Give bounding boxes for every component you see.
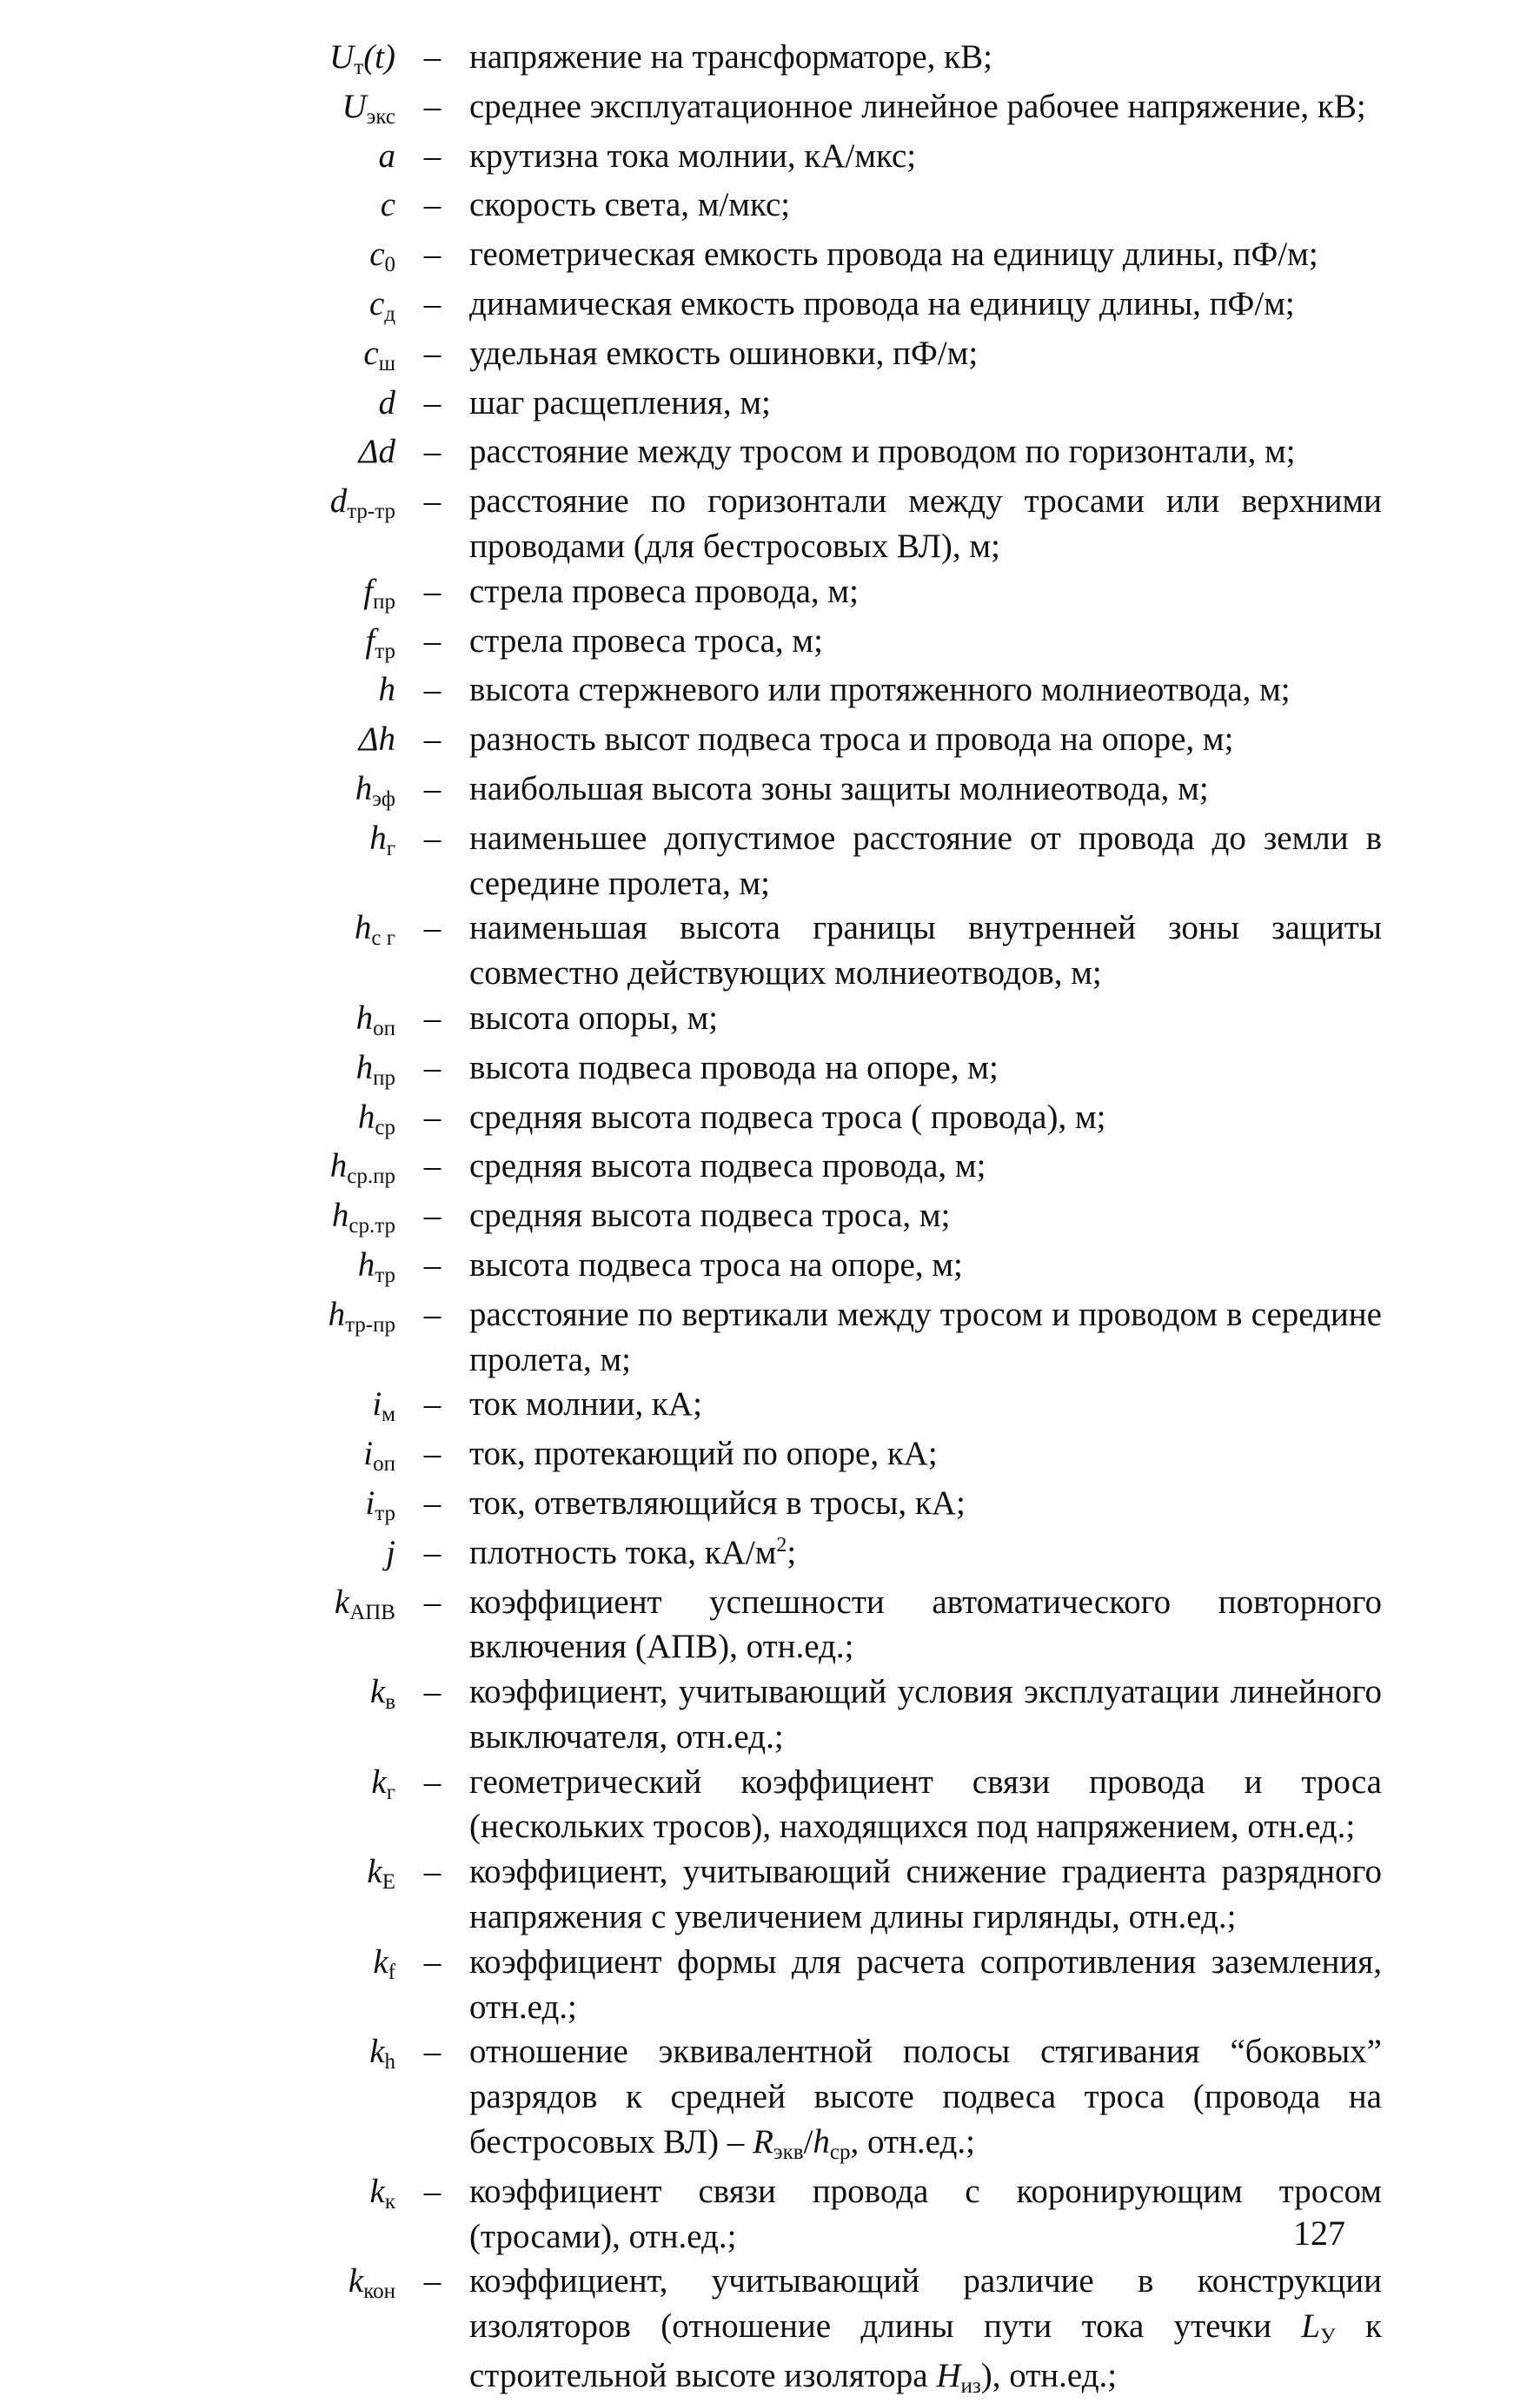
description-text: динамическая емкость провода на единицу длины, пФ/м; xyxy=(469,284,1295,322)
entry-dash: – xyxy=(423,621,441,660)
symbol-base: k xyxy=(369,2033,385,2071)
glossary-entry xyxy=(235,232,1382,282)
symbol-base: h xyxy=(354,909,372,947)
inline-variable: R xyxy=(753,2123,773,2161)
entry-symbol xyxy=(235,996,395,1046)
glossary-entry xyxy=(235,1940,1382,2030)
entry-description xyxy=(469,1144,1382,1189)
entry-dash: – xyxy=(423,819,441,857)
symbol-base: c xyxy=(380,186,395,224)
entry-symbol xyxy=(235,1243,395,1292)
entry-dash: – xyxy=(423,383,441,422)
entry-symbol xyxy=(235,816,395,866)
entry-symbol xyxy=(235,619,395,668)
description-text: расстояние по горизонтали между тросами или верхними проводами (для бестросовых ВЛ), м; xyxy=(469,482,1382,565)
glossary-entry xyxy=(235,1481,1382,1530)
entry-symbol xyxy=(235,1760,395,1809)
entry-description xyxy=(469,1431,1382,1477)
entry-symbol xyxy=(235,232,395,282)
entry-description xyxy=(469,717,1382,762)
description-text: , отн.ед.; xyxy=(850,2123,975,2161)
entry-dash: – xyxy=(423,2033,441,2071)
entry-dash: – xyxy=(423,38,441,76)
symbol-base: d xyxy=(329,482,348,521)
entry-symbol xyxy=(235,667,395,717)
description-text: коэффициент успешности автоматического повторного включения (АПВ), отн.ед.; xyxy=(469,1583,1382,1666)
glossary-entry xyxy=(235,2259,1382,2402)
description-text: коэффициент, учитывающий различие в конструкции изоляторов (отношение длины пути тока утечки xyxy=(469,2262,1382,2346)
entry-description xyxy=(469,429,1382,475)
symbol-subscript: г xyxy=(386,1780,395,1804)
entry-symbol xyxy=(235,1580,395,1630)
description-text: стрела провеса троса, м; xyxy=(469,621,823,660)
symbol-base: h xyxy=(331,1197,349,1235)
description-text: высота стержневого или протяженного молниеотвода, м; xyxy=(469,671,1291,709)
symbol-base: Δh xyxy=(358,720,395,759)
entry-dash: – xyxy=(423,186,441,224)
entry-dash: – xyxy=(423,1147,441,1185)
description-text: ), отн.ед.; xyxy=(980,2357,1118,2395)
glossary-entry xyxy=(235,619,1382,668)
entry-symbol xyxy=(235,717,395,767)
symbol-base: h xyxy=(357,1098,375,1136)
entry-dash: – xyxy=(423,1048,441,1086)
symbol-base: k xyxy=(371,1762,387,1801)
description-text: ; xyxy=(787,1533,797,1571)
inline-variable: H xyxy=(936,2357,961,2395)
entry-dash: – xyxy=(423,671,441,709)
description-text: ток, ответвляющийся в тросы, кА; xyxy=(469,1484,966,1522)
entry-symbol xyxy=(235,1849,395,1899)
entry-description xyxy=(469,1481,1382,1526)
entry-symbol xyxy=(235,1095,395,1145)
symbol-subscript: пр xyxy=(373,589,395,614)
description-text: высота опоры, м; xyxy=(469,999,719,1037)
description-text: отношение эквивалентной полосы стягивания “боковых” разрядов к средней высоте подвеса троса (провода на бестросовых ВЛ) – xyxy=(469,2033,1382,2161)
entry-dash: – xyxy=(423,87,441,125)
glossary-entry xyxy=(235,767,1382,816)
entry-dash: – xyxy=(423,236,441,274)
entry-dash: – xyxy=(423,334,441,372)
glossary-entry xyxy=(235,1046,1382,1095)
symbol-subscript: 0 xyxy=(384,253,395,277)
inline-variable: h xyxy=(813,2123,830,2161)
symbol-base: c xyxy=(363,334,379,372)
entry-description xyxy=(469,134,1382,179)
symbol-subscript: тр-тр xyxy=(347,500,395,524)
description-text: наименьшее допустимое расстояние от провода до земли в середине пролета, м; xyxy=(469,819,1382,902)
entry-description xyxy=(469,996,1382,1041)
glossary-entry xyxy=(235,331,1382,381)
entry-dash: – xyxy=(423,1098,441,1136)
symbol-subscript: E xyxy=(382,1870,395,1895)
entry-symbol xyxy=(235,1046,395,1095)
entry-dash: – xyxy=(423,1385,441,1424)
entry-dash: – xyxy=(423,284,441,322)
glossary-entry xyxy=(235,35,1382,84)
entry-description xyxy=(469,232,1382,277)
description-text: / xyxy=(803,2123,813,2161)
symbol-subscript: тр-пр xyxy=(345,1312,395,1337)
entry-dash: – xyxy=(423,1435,441,1473)
description-text: расстояние по вертикали между тросом и проводом в середине пролета, м; xyxy=(469,1295,1382,1378)
symbol-base: h xyxy=(329,1147,348,1185)
entry-dash: – xyxy=(423,999,441,1037)
entry-description xyxy=(469,1292,1382,1383)
glossary-entry xyxy=(235,1292,1382,1383)
symbol-subscript: ш xyxy=(378,351,395,375)
entry-symbol xyxy=(235,1481,395,1530)
symbol-base: i xyxy=(363,1435,374,1473)
glossary-entry xyxy=(235,381,1382,430)
symbol-subscript: оп xyxy=(373,1016,395,1040)
glossary-entry xyxy=(235,1095,1382,1145)
description-text: наибольшая высота зоны защиты молниеотвода, м; xyxy=(469,769,1209,807)
entry-description xyxy=(469,569,1382,614)
entry-dash: – xyxy=(423,1245,441,1284)
description-text: средняя высота подвеса троса, м; xyxy=(469,1197,951,1235)
notation-glossary xyxy=(235,35,1382,2403)
symbol-base: k xyxy=(367,1853,382,1891)
entry-symbol xyxy=(235,1382,395,1431)
symbol-base: j xyxy=(386,1533,395,1571)
glossary-entry xyxy=(235,1760,1382,1850)
entry-symbol xyxy=(235,183,395,232)
entry-symbol xyxy=(235,2259,395,2308)
description-text: разность высот подвеса троса и провода на опоре, м; xyxy=(469,720,1234,759)
entry-description xyxy=(469,1669,1382,1760)
glossary-entry xyxy=(235,84,1382,134)
entry-symbol xyxy=(235,2169,395,2219)
symbol-subscript: экс xyxy=(366,104,395,129)
entry-symbol xyxy=(235,1144,395,1193)
symbol-base: k xyxy=(334,1583,350,1621)
symbol-subscript: f xyxy=(388,1960,395,1984)
description-text: геометрическая емкость провода на единицу длины, пФ/м; xyxy=(469,236,1318,274)
entry-description xyxy=(469,2169,1382,2260)
entry-description xyxy=(469,1193,1382,1238)
entry-symbol xyxy=(235,1292,395,1342)
inline-subscript: из xyxy=(960,2374,981,2399)
entry-symbol xyxy=(235,1193,395,1243)
description-text: ток молнии, кА; xyxy=(469,1385,702,1424)
entry-symbol xyxy=(235,1431,395,1481)
symbol-subscript: т xyxy=(354,56,364,79)
symbol-base: k xyxy=(369,2172,385,2210)
glossary-entry xyxy=(235,1530,1382,1580)
entry-dash: – xyxy=(423,1762,441,1801)
entry-description xyxy=(469,619,1382,664)
entry-description xyxy=(469,1940,1382,2030)
entry-symbol xyxy=(235,331,395,381)
symbol-subscript: тр xyxy=(375,1263,395,1287)
entry-description xyxy=(469,479,1382,569)
glossary-entry xyxy=(235,282,1382,331)
entry-dash: – xyxy=(423,769,441,807)
symbol-base: c xyxy=(368,284,385,322)
entry-symbol xyxy=(235,282,395,331)
symbol-subscript: оп xyxy=(373,1452,395,1477)
entry-symbol xyxy=(235,84,395,134)
entry-description xyxy=(469,1095,1382,1140)
entry-description xyxy=(469,1760,1382,1850)
entry-dash: – xyxy=(423,1533,441,1571)
entry-description xyxy=(469,2259,1382,2402)
symbol-subscript: м xyxy=(382,1403,395,1427)
glossary-entry xyxy=(235,1243,1382,1292)
entry-dash: – xyxy=(423,2172,441,2210)
entry-description xyxy=(469,767,1382,812)
symbol-base: k xyxy=(348,2262,364,2300)
symbol-base: h xyxy=(355,1048,374,1086)
symbol-base: h xyxy=(355,769,373,807)
entry-description xyxy=(469,816,1382,906)
entry-dash: – xyxy=(423,482,441,521)
entry-description xyxy=(469,381,1382,426)
glossary-entry xyxy=(235,906,1382,996)
glossary-entry xyxy=(235,2029,1382,2168)
symbol-subscript: г xyxy=(386,836,395,860)
symbol-base: f xyxy=(363,572,374,610)
symbol-subscript: ср.пр xyxy=(347,1165,395,1189)
symbol-base: f xyxy=(365,621,375,660)
entry-description xyxy=(469,1849,1382,1940)
symbol-subscript: ср.тр xyxy=(348,1214,395,1238)
glossary-entry xyxy=(235,1431,1382,1481)
glossary-entry xyxy=(235,1382,1382,1431)
entry-symbol xyxy=(235,381,395,430)
entry-dash: – xyxy=(423,720,441,759)
description-text: расстояние между тросом и проводом по горизонтали, м; xyxy=(469,433,1296,471)
symbol-base: i xyxy=(372,1385,382,1424)
description-text: коэффициент связи провода с коронирующим тросом (тросами), отн.ед.; xyxy=(469,2172,1382,2255)
glossary-entry xyxy=(235,667,1382,717)
glossary-entry xyxy=(235,2169,1382,2260)
glossary-entry xyxy=(235,1669,1382,1760)
description-text: средняя высота подвеса троса ( провода), м; xyxy=(469,1098,1106,1136)
description-text: высота подвеса троса на опоре, м; xyxy=(469,1245,963,1284)
entry-symbol xyxy=(235,906,395,955)
entry-dash: – xyxy=(423,1853,441,1891)
symbol-subscript: эф xyxy=(372,787,395,811)
entry-symbol xyxy=(235,134,395,183)
entry-symbol xyxy=(235,1669,395,1719)
description-text: ток, протекающий по опоре, кА; xyxy=(469,1435,938,1473)
description-text: стрела провеса провода, м; xyxy=(469,572,859,610)
entry-dash: – xyxy=(423,909,441,947)
inline-subscript: ср xyxy=(829,2141,851,2165)
entry-description xyxy=(469,183,1382,228)
description-text: к строительной высоте изолятора xyxy=(469,2307,1382,2395)
entry-description xyxy=(469,906,1382,996)
symbol-base: h xyxy=(378,671,395,709)
symbol-subscript: кон xyxy=(363,2280,395,2304)
symbol-subscript: с г xyxy=(371,926,395,951)
entry-description xyxy=(469,35,1382,80)
entry-symbol xyxy=(235,1940,395,1989)
inline-subscript: У xyxy=(1320,2325,1336,2349)
description-text: шаг расщепления, м; xyxy=(469,383,771,422)
symbol-base: h xyxy=(369,819,387,857)
glossary-entry xyxy=(235,717,1382,767)
symbol-subscript: тр xyxy=(375,1501,395,1525)
symbol-subscript: д xyxy=(384,302,395,326)
entry-description xyxy=(469,1382,1382,1427)
entry-dash: – xyxy=(423,1295,441,1333)
entry-dash: – xyxy=(423,1197,441,1235)
description-text: плотность тока, кА/м xyxy=(469,1533,777,1571)
description-text: геометрический коэффициент связи провода и троса (нескольких тросов), находящихся под напряжением, отн.ед.; xyxy=(469,1762,1382,1846)
description-text: коэффициент, учитывающий снижение градиента разрядного напряжения с увеличением длины гирлянды, отн.ед.; xyxy=(469,1853,1382,1936)
symbol-subscript: к xyxy=(384,2189,395,2214)
entry-dash: – xyxy=(423,433,441,471)
entry-symbol xyxy=(235,2029,395,2079)
symbol-base: Δd xyxy=(358,433,395,471)
entry-symbol xyxy=(235,429,395,479)
entry-symbol xyxy=(235,569,395,619)
symbol-base: a xyxy=(378,136,395,175)
description-text: высота подвеса провода на опоре, м; xyxy=(469,1048,999,1086)
entry-dash: – xyxy=(423,1484,441,1522)
symbol-base: d xyxy=(378,383,395,422)
symbol-base: i xyxy=(365,1484,375,1522)
symbol-base: h xyxy=(328,1295,346,1333)
symbol-subscript: АПВ xyxy=(349,1600,395,1624)
description-text: коэффициент, учитывающий условия эксплуатации линейного выключателя, отн.ед.; xyxy=(469,1673,1382,1756)
entry-description xyxy=(469,2029,1382,2168)
symbol-base: k xyxy=(369,1673,386,1711)
entry-description xyxy=(469,667,1382,713)
symbol-subscript: ср xyxy=(375,1115,395,1139)
entry-symbol xyxy=(235,35,395,84)
symbol-subscript: тр xyxy=(375,639,395,663)
entry-description xyxy=(469,282,1382,327)
description-text: коэффициент формы для расчета сопротивления заземления, отн.ед.; xyxy=(469,1942,1382,2026)
description-text: удельная емкость ошиновки, пФ/м; xyxy=(469,334,979,372)
symbol-subscript: пр xyxy=(373,1065,395,1090)
description-text: крутизна тока молнии, кА/мкс; xyxy=(469,136,917,175)
entry-description xyxy=(469,84,1382,129)
symbol-base: h xyxy=(357,1245,375,1284)
symbol-argument: (t) xyxy=(363,38,395,76)
entry-description xyxy=(469,1046,1382,1091)
glossary-entry xyxy=(235,816,1382,906)
glossary-entry xyxy=(235,1580,1382,1670)
symbol-subscript: h xyxy=(384,2050,395,2074)
description-text: средняя высота подвеса провода, м; xyxy=(469,1147,986,1185)
entry-symbol xyxy=(235,479,395,528)
entry-description xyxy=(469,331,1382,376)
entry-dash: – xyxy=(423,1942,441,1981)
entry-description xyxy=(469,1530,1382,1576)
symbol-base: U xyxy=(342,87,367,125)
symbol-base: c xyxy=(369,236,385,274)
glossary-entry xyxy=(235,429,1382,479)
page-number: 127 xyxy=(1293,2214,1345,2253)
glossary-entry xyxy=(235,1193,1382,1243)
inline-subscript: экв xyxy=(773,2141,804,2165)
description-text: напряжение на трансформаторе, кВ; xyxy=(469,38,992,76)
entry-dash: – xyxy=(423,2262,441,2300)
entry-dash: – xyxy=(423,136,441,175)
glossary-entry xyxy=(235,569,1382,619)
inline-variable: L xyxy=(1301,2307,1320,2346)
entry-description xyxy=(469,1580,1382,1670)
symbol-base: U xyxy=(329,38,355,76)
entry-dash: – xyxy=(423,572,441,610)
description-text: среднее эксплуатационное линейное рабочее напряжение, кВ; xyxy=(469,87,1366,125)
glossary-entry xyxy=(235,134,1382,183)
entry-symbol xyxy=(235,1530,395,1580)
glossary-entry xyxy=(235,1849,1382,1940)
glossary-entry xyxy=(235,996,1382,1046)
entry-description xyxy=(469,1243,1382,1288)
entry-symbol xyxy=(235,767,395,816)
symbol-base: h xyxy=(355,999,374,1037)
description-superscript: 2 xyxy=(776,1533,787,1557)
entry-dash: – xyxy=(423,1583,441,1621)
symbol-subscript: в xyxy=(385,1690,395,1715)
description-text: скорость света, м/мкс; xyxy=(469,186,791,224)
glossary-entry xyxy=(235,479,1382,569)
glossary-entry xyxy=(235,183,1382,232)
symbol-base: k xyxy=(373,1942,388,1981)
description-text: наименьшая высота границы внутренней зоны защиты совместно действующих молниеотводов, м; xyxy=(469,909,1382,992)
glossary-entry xyxy=(235,1144,1382,1193)
entry-dash: – xyxy=(423,1673,441,1711)
